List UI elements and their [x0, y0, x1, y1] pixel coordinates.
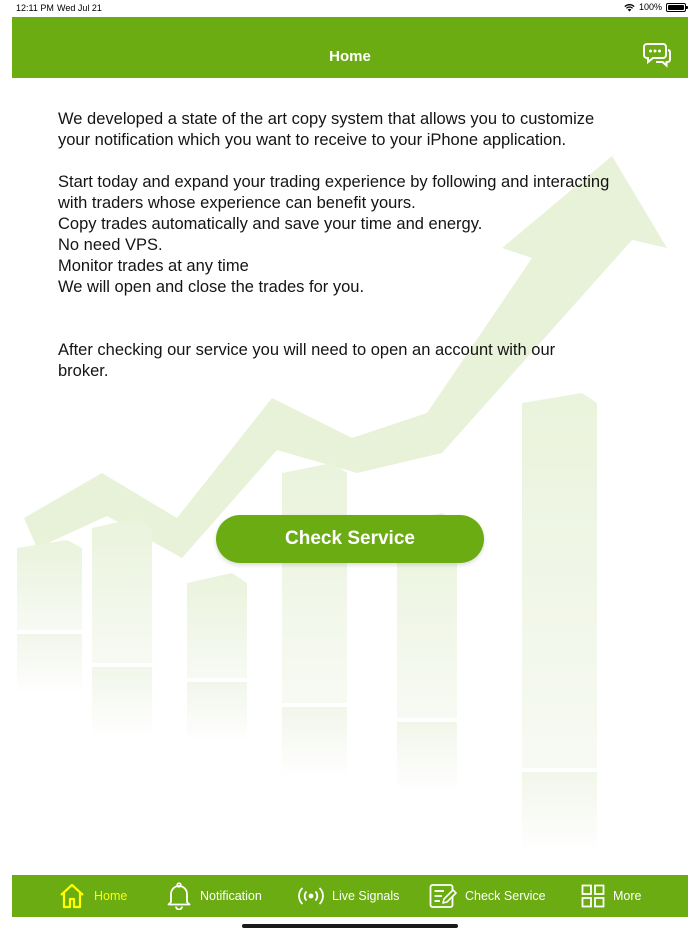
tab-bar — [12, 875, 688, 917]
home-indicator[interactable] — [242, 924, 458, 928]
battery-percent: 100% — [638, 2, 662, 12]
tab-more[interactable] — [581, 875, 641, 917]
chat-bubbles-icon[interactable] — [642, 41, 672, 69]
tab-check-service-label: Check Service — [465, 889, 546, 903]
nav-bar — [12, 17, 688, 78]
status-right — [624, 2, 686, 12]
tab-home-label: Home — [94, 889, 128, 903]
edit-list-icon — [429, 883, 457, 909]
check-service-button[interactable]: Check Service — [216, 515, 484, 563]
broker-paragraph: After checking our service you will need to open an account with our broker. — [58, 341, 556, 380]
tab-check-service[interactable] — [429, 875, 546, 917]
tab-more-label: More — [613, 889, 642, 903]
features-paragraph: Start today and expand your trading experience by following and interacting with traders whose experience can benefit yours. Copy trades automatically and save your time and energy. No need VPS. Monitor trades at any time We will open and close the trades for you. — [58, 173, 610, 296]
grid-icon — [581, 884, 605, 908]
tab-live-signals-label: Live Signals — [332, 889, 400, 903]
intro-text — [58, 109, 658, 403]
status-date: Wed Jul 21 — [57, 3, 102, 13]
bell-icon — [166, 882, 192, 910]
battery-icon — [666, 3, 686, 12]
tab-live-signals[interactable] — [298, 875, 399, 917]
broadcast-icon — [298, 886, 324, 906]
tab-home[interactable] — [58, 875, 127, 917]
home-icon — [58, 883, 86, 909]
intro-paragraph: We developed a state of the art copy system that allows you to customize your notification which you want to receive to your iPhone application. — [58, 110, 595, 149]
wifi-icon — [624, 3, 635, 12]
page-title: Home — [329, 48, 371, 65]
tab-notification[interactable] — [166, 875, 262, 917]
tab-notification-label: Notification — [200, 889, 262, 903]
status-time: 12:11 PM — [16, 3, 54, 13]
status-bar — [0, 0, 700, 16]
app-frame — [12, 17, 688, 917]
